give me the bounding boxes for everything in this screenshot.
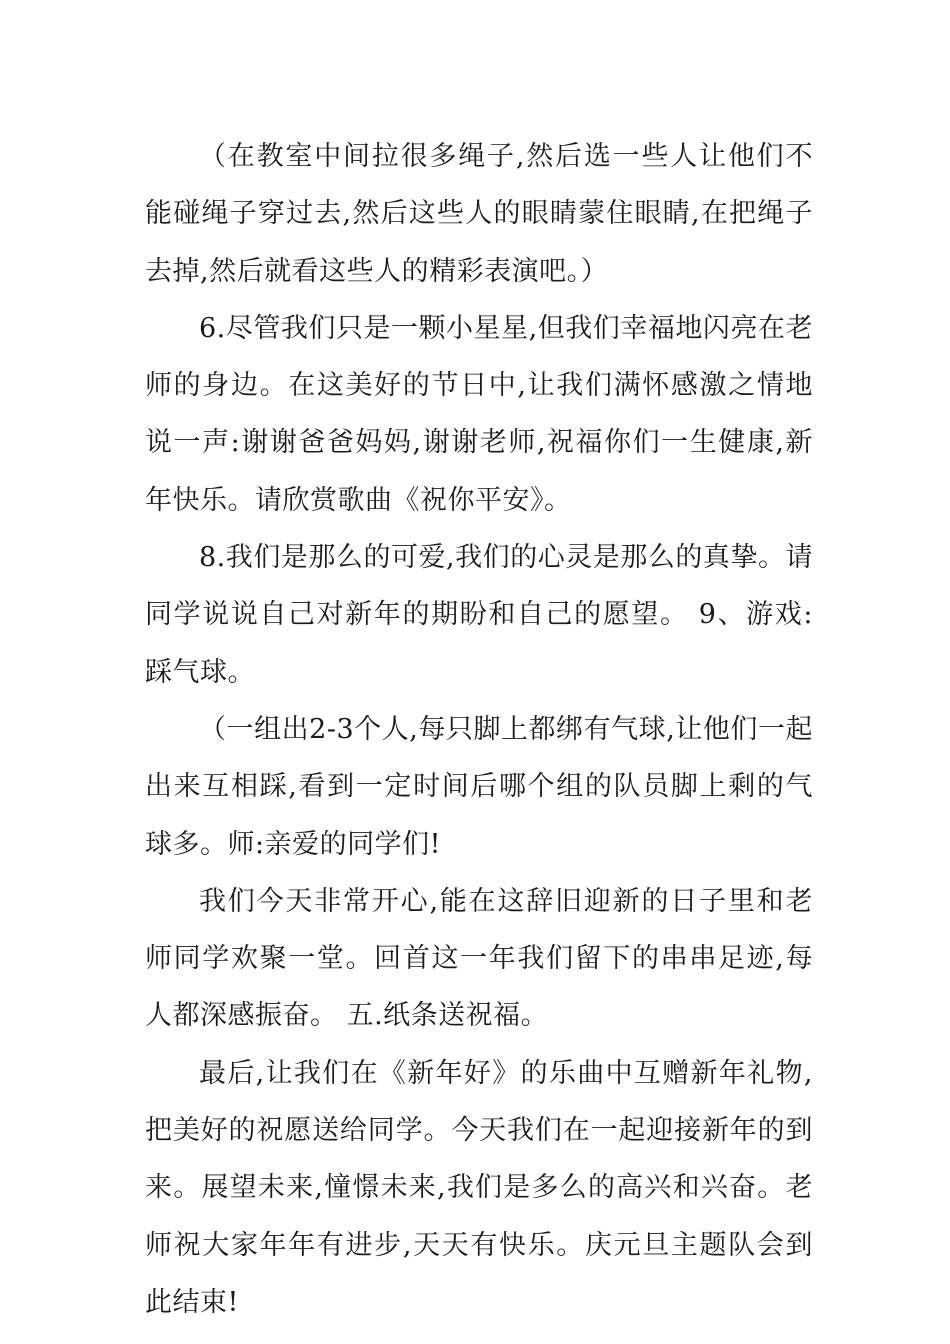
document-body <box>145 128 813 1331</box>
paragraph-gathering: 我们今天非常开心,能在这辞旧迎新的日子里和老师同学欢聚一堂。回首这一年我们留下的串串足迹,每人都深感振奋。 五.纸条送祝福。 <box>145 885 813 1032</box>
paragraph-little-star: 6.尽管我们只是一颗小星星,但我们幸福地闪亮在老师的身边。在这美好的节日中,让我们满怀感激之情地说一声:谢谢爸爸妈妈,谢谢老师,祝福你们一生健康,新年快乐。请欣赏歌曲《祝你平安》。 <box>145 312 813 516</box>
paragraph-balloon-game: （一组出2-3个人,每只脚上都绑有气球,让他们一起出来互相踩,看到一定时间后哪个组的队员脚上剩的气球多。师:亲爱的同学们! <box>145 713 813 860</box>
paragraph-closing: 最后,让我们在《新年好》的乐曲中互赠新年礼物,把美好的祝愿送给同学。今天我们在一起迎接新年的到来。展望未来,憧憬未来,我们是多么的高兴和兴奋。老师祝大家年年有进步,天天有快乐。庆元旦主题队会到此结束! <box>145 1057 813 1318</box>
paragraph-new-year-wishes: 8.我们是那么的可爱,我们的心灵是那么的真挚。请同学说说自己对新年的期盼和自己的愿望。 9、游戏:踩气球。 <box>145 542 813 688</box>
paragraph-rope-game: （在教室中间拉很多绳子,然后选一些人让他们不能碰绳子穿过去,然后这些人的眼睛蒙住眼睛,在把绳子去掉,然后就看这些人的精彩表演吧。） <box>145 141 813 287</box>
